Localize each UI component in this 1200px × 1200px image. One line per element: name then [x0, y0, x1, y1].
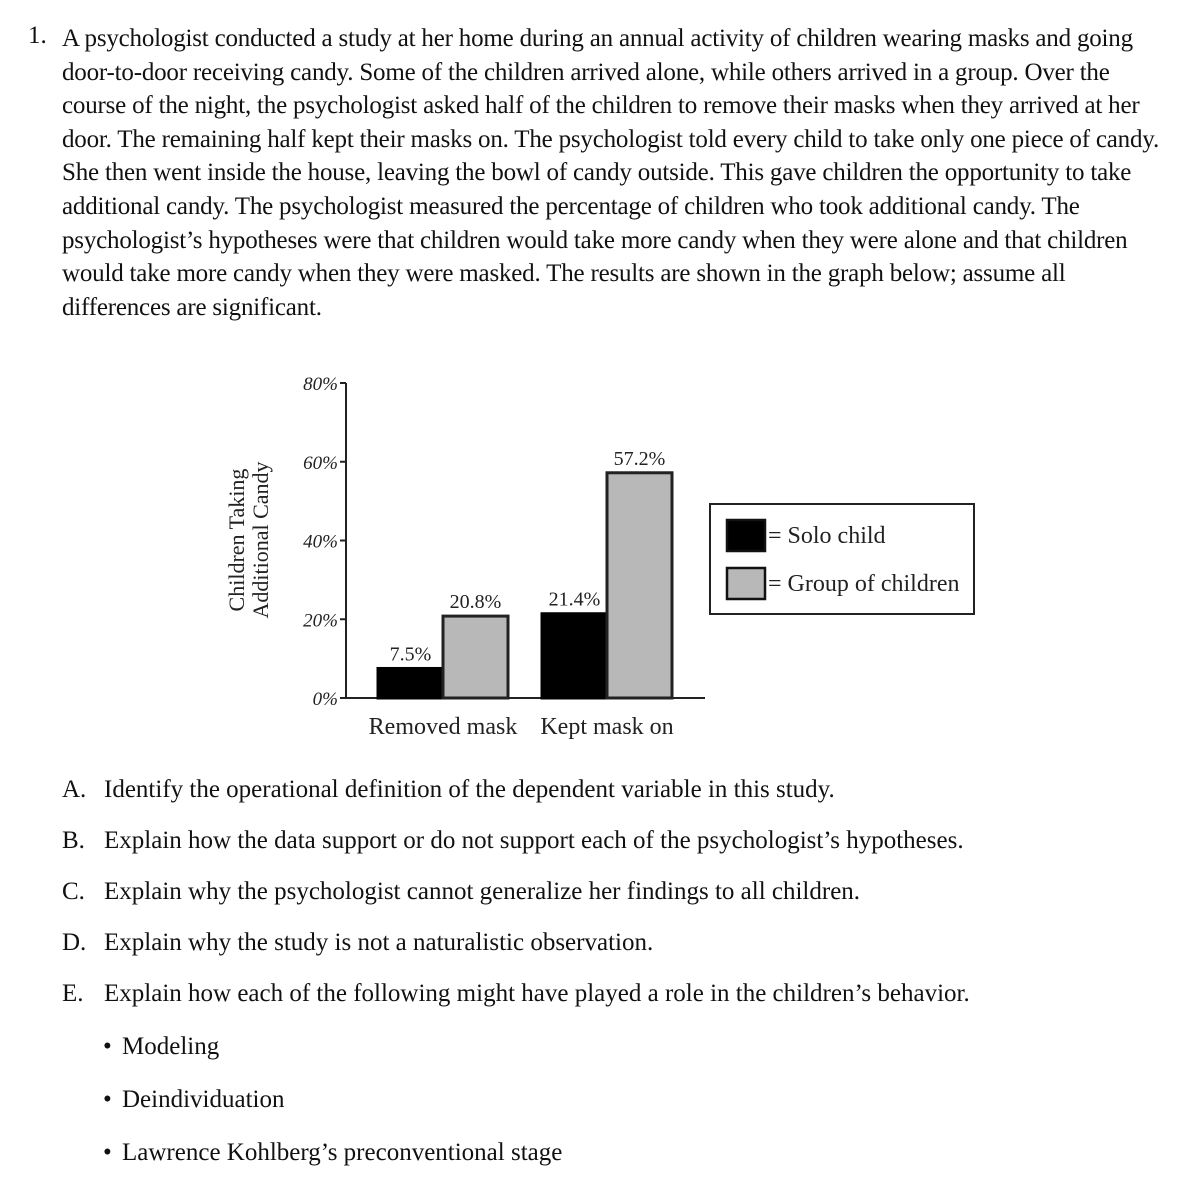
- bullet-icon: •: [103, 1139, 112, 1166]
- x-category-label: Removed mask: [368, 714, 518, 740]
- bar-value-label: 57.2%: [613, 447, 666, 470]
- y-axis-title: Children Taking: [224, 468, 249, 612]
- y-tick-label: 20%: [303, 610, 338, 632]
- bullet-icon: •: [103, 1033, 112, 1060]
- bar-group: [443, 616, 508, 698]
- legend-swatch: [727, 568, 765, 599]
- part-label: A.: [62, 776, 87, 803]
- part-text: Identify the operational definition of the dependent variable in this study.: [104, 776, 835, 803]
- bar-group: [607, 473, 672, 698]
- part-label: D.: [62, 929, 87, 956]
- legend-label: = Group of children: [768, 571, 960, 597]
- part-text: Explain why the study is not a naturalistic observation.: [104, 929, 654, 956]
- part-label: E.: [62, 980, 84, 1007]
- part-text: Explain why the psychologist cannot generalize her findings to all children.: [104, 878, 861, 905]
- y-tick-label: 60%: [303, 452, 338, 474]
- question-text: A psychologist conducted a study at her home during an annual activity of children wearing masks and going door-to-door receiving candy. Some of the children arrived alone, while others arrived in a group. Over the course of the night, the psychologist asked half of the children to remove their masks when they arrived at her door. The remaining half kept their masks on. The psychologist told every child to take only one piece of candy. She then went inside the house, leaving the bowl of candy outside. This gave children the opportunity to take additional candy. The psychologist measured the percentage of children who took additional candy. The psychologist’s hypotheses were that children would take more candy when they were alone and that children would take more candy when they were masked. The results are shown in the graph below; assume all differences are significant.: [62, 25, 1159, 321]
- part-label: C.: [62, 878, 85, 905]
- part-text: Explain how each of the following might have played a role in the children’s behavior.: [104, 980, 970, 1007]
- y-tick-label: 40%: [303, 531, 338, 553]
- bullet-text: Modeling: [122, 1033, 220, 1060]
- bullet-icon: •: [103, 1086, 112, 1113]
- bar-value-label: 7.5%: [389, 643, 432, 666]
- y-tick-label: 80%: [303, 374, 338, 395]
- question-number: 1.: [28, 22, 47, 49]
- y-tick-label: 0%: [312, 689, 338, 710]
- bullet-text: Deindividuation: [122, 1086, 285, 1113]
- part-label: B.: [62, 827, 85, 854]
- x-category-label: Kept mask on: [540, 714, 674, 740]
- bar-value-label: 20.8%: [449, 591, 502, 614]
- legend-swatch: [727, 520, 765, 551]
- legend-label: = Solo child: [768, 523, 886, 549]
- y-axis-title: Additional Candy: [248, 461, 273, 619]
- bar-chart: [0, 360, 1200, 750]
- bullet-text: Lawrence Kohlberg’s preconventional stage: [122, 1139, 563, 1166]
- bar-solo: [542, 614, 607, 698]
- bar-value-label: 21.4%: [548, 588, 601, 611]
- part-text: Explain how the data support or do not support each of the psychologist’s hypotheses.: [104, 827, 964, 854]
- bar-solo: [378, 668, 443, 698]
